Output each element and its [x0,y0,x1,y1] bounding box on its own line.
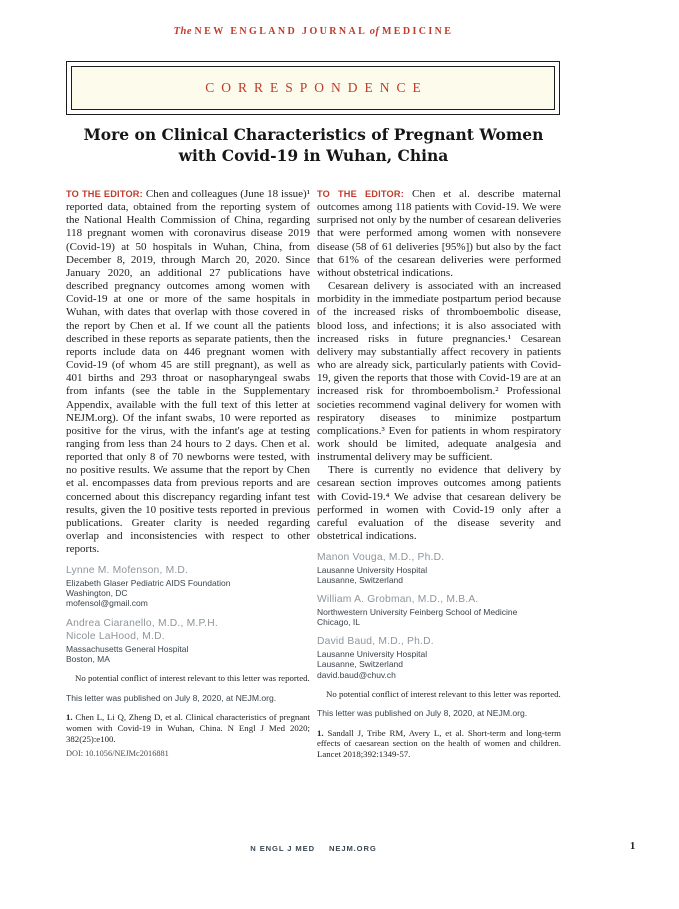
letter-paragraph: Cesarean delivery is associated with an increased morbidity in the immediate postpartum period because of the increased risks of thromboembolic disease, blood loss, and infections; it is also associated with increased risks in future pregnancies.¹ Cesarean delivery may substantially affect recovery in patients who are already sick, particularly patients with Covid-19, given the reports that those with Covid-19 are at an increased risk for thromboembolism.² Professional societies recommend vaginal delivery for women with respiratory diseases to minimize postpartum complications.³ Even for patients in whom respiratory work should be limited, adequate analgesia and instrumental delivery may be sufficient. [317,280,561,464]
article-title-line-2: with Covid-19 in Wuhan, China [178,146,449,165]
footer-running-title [66,844,561,853]
two-column-body [66,188,561,760]
doi-line: DOI: 10.1056/NEJMc2016881 [66,749,169,759]
letter-paragraph [317,188,561,280]
reference-number: 1. [66,712,73,723]
letter-paragraph-text: Chen et al. describe maternal outcomes among 118 patients with Covid-19. We were surprised not only by the number of cesarean deliveries that were performed among women with nonsevere disease (58 of 61 deliveries [95%]) but also by the fact that 61% of the cesarean deliveries were performed without obstetrical indications. [317,188,561,279]
reference-text: Sandall J, Tribe RM, Avery L, et al. Short-term and long-term effects of caesarean section on the health of women and children. Lancet 2018;392:1349-57. [317,727,561,759]
masthead-of: of [369,26,380,37]
footer-site: NEJM.ORG [328,844,377,853]
letter-2 [317,188,561,760]
masthead-the: The [173,26,193,37]
journal-masthead [66,26,561,37]
author-email: david.baud@chuv.ch [317,669,396,680]
author-name: Nicole LaHood, M.D. [66,631,165,643]
author-email: mofensol@gmail.com [66,598,148,609]
footer-journal-abbrev: N ENGL J MED [250,844,315,853]
signature-block [66,565,310,664]
author-location: Boston, MA [66,654,110,665]
section-label: CORRESPONDENCE [205,80,428,95]
correspondence-banner [66,61,560,115]
letter-1 [66,188,310,760]
disclosure-note: No potential conflict of interest relevant to this letter was reported. [75,673,310,684]
disclosure-note: No potential conflict of interest relevant to this letter was reported. [326,688,561,699]
reference-item [66,712,310,744]
correspondence-banner-inner [71,66,555,110]
author-location: Lausanne, Switzerland [317,659,404,670]
letter-paragraph-text: Chen and colleagues (June 18 issue)¹ reported data, obtained from the reporting system of the National Health Commission of China, regarding 118 pregnant women with coronavirus disease 2019 (Covid-19) at 50 hospitals in Wuhan, China, from December 8, 2019, through March 20, 2020. Since January 2020, an additional 27 publications have described pregnancy outcomes among women with Covid-19 at one or more of the same hospitals in Wuhan, with dates that overlap with those covered in the report by Chen et al. If we count all the patients described in these reports as separate patients, then the reports include data on 446 pregnant women with Covid-19 (of whom 45 are still pregnant), as well as 401 births and 293 throat or nasopharyngeal swabs from infants (see the table in the Supplementary Appendix, available with the full text of this letter at NEJM.org). Of the infant swabs, 10 were reported as positive for the virus, with the infant's age at testing ranging from less than 24 hours to 2 days. Chen et al. reported that only 8 of 70 newborns were tested, with no positive results. We assume that the report by Chen et al. encompasses data from previous reports and are concerned about this discrepancy regarding infant test results, given the 10 positive tests reported in previous publications. Greater clarity is needed regarding overlap and inconsistencies with respect to other reports. [66,188,311,556]
author-affiliation: Elizabeth Glaser Pediatric AIDS Foundation [66,577,231,588]
article-title [66,124,561,166]
masthead-journal-name-1: NEW ENGLAND JOURNAL [194,26,368,37]
reference-text: Chen L, Li Q, Zheng D, et al. Clinical characteristics of pregnant women with Covid-19 in Wuhan, China. N Engl J Med 2020; 382(25):e100. [66,712,311,744]
author-affiliation: Northwestern University Feinberg School of Medicine [317,606,518,617]
letter-paragraph: There is currently no evidence that delivery by cesarean section improves outcomes among patients with Covid-19.⁴ We advise that cesarean delivery be performed in women with Covid-19 only after a careful evaluation of the disease severity and obstetrical indications. [317,464,561,543]
masthead-journal-name-2: MEDICINE [381,26,454,37]
page-number: 1 [630,841,636,852]
author-location: Lausanne, Switzerland [317,575,404,586]
article-title-line-1: More on Clinical Characteristics of Pregnant Women [83,125,544,144]
reference-item [317,728,561,760]
to-the-editor-label: TO THE EDITOR: [66,189,143,199]
author-name: David Baud, M.D., Ph.D. [317,636,434,648]
to-the-editor-label: TO THE EDITOR: [317,189,404,199]
author-affiliation: Lausanne University Hospital [317,648,428,659]
signature-block [317,552,561,680]
reference-number: 1. [317,727,324,738]
author-name: Andrea Ciaranello, M.D., M.P.H. [66,617,218,629]
published-note: This letter was published on July 8, 2020, at NEJM.org. [66,692,277,703]
author-name: Lynne M. Mofenson, M.D. [66,565,189,577]
author-affiliation: Lausanne University Hospital [317,564,428,575]
author-name: Manon Vouga, M.D., Ph.D. [317,552,445,564]
author-name: William A. Grobman, M.D., M.B.A. [317,594,479,606]
published-note: This letter was published on July 8, 2020, at NEJM.org. [317,708,528,719]
letter-paragraph [66,188,310,556]
author-affiliation: Massachusetts General Hospital [66,643,189,654]
author-location: Washington, DC [66,588,128,599]
author-location: Chicago, IL [317,617,360,628]
